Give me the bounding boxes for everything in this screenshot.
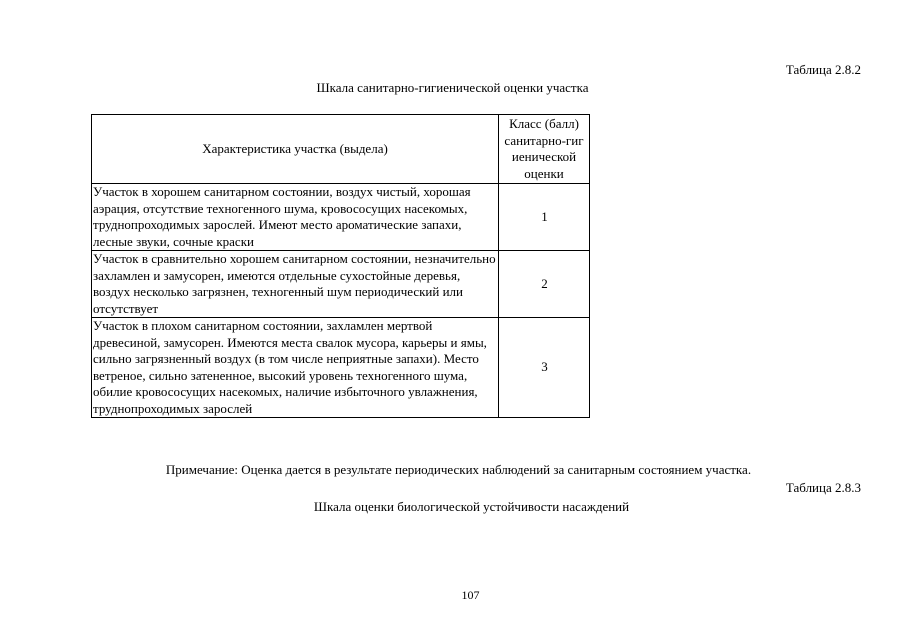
row-class-value: 3 bbox=[499, 318, 590, 418]
table-title-2: Шкала оценки биологической устойчивости насаждений bbox=[313, 499, 630, 514]
row-description: Участок в хорошем санитарном состоянии, воздух чистый, хорошая аэрация, отсутствие техногенного шума, кровососущих насекомых, труднопроходимых зарослей. Имеют место ароматические запахи, лесные звуки, сочные краски bbox=[92, 184, 499, 251]
table-note: Примечание: Оценка дается в результате периодических наблюдений за санитарным состоянием участка. bbox=[165, 462, 752, 477]
table-header-row bbox=[92, 115, 590, 184]
table-row bbox=[92, 251, 590, 318]
page-number: 107 bbox=[461, 588, 480, 602]
sanitary-hygienic-scale-table bbox=[91, 114, 590, 418]
table-number-label-2: Таблица 2.8.3 bbox=[785, 480, 861, 495]
table-row bbox=[92, 318, 590, 418]
table-row bbox=[92, 184, 590, 251]
table-title: Шкала санитарно-гигиенической оценки участка bbox=[316, 80, 589, 95]
row-description: Участок в сравнительно хорошем санитарном состоянии, незначительно захламлен и замусорен, имеются отдельные сухостойные деревья, воздух несколько загрязнен, техногенный шум периодический или отсутствует bbox=[92, 251, 499, 318]
column-header-description: Характеристика участка (выдела) bbox=[92, 115, 499, 184]
column-header-class: Класс (балл) санитарно-гиг иенической оценки bbox=[499, 115, 590, 184]
row-class-value: 2 bbox=[499, 251, 590, 318]
row-class-value: 1 bbox=[499, 184, 590, 251]
table-number-label: Таблица 2.8.2 bbox=[785, 62, 861, 77]
row-description: Участок в плохом санитарном состоянии, захламлен мертвой древесиной, замусорен. Имеются места свалок мусора, карьеры и ямы, сильно загрязненный воздух (в том числе неприятные запахи). Место ветреное, сильно затененное, высокий уровень техногенного шума, обилие кровососущих насекомых, наличие избыточного увлажнения, труднопроходимых зарослей bbox=[92, 318, 499, 418]
